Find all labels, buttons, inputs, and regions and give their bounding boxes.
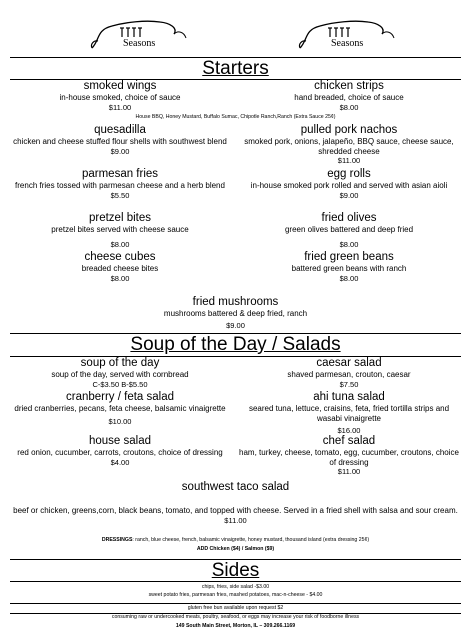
dressings-note <box>10 537 461 544</box>
item-price: $11.00 <box>337 467 361 476</box>
item-price: $4.00 <box>110 457 130 467</box>
item-desc: smoked pork, onions, jalapeño, BBQ sauce, cheese sauce, shredded cheese <box>244 137 454 156</box>
restaurant-address: 149 South Main Street, Morton, IL – 309.266.1169 <box>175 623 296 629</box>
consumption-warning: consuming raw or undercooked meats, poultry, seafood, or eggs may increase your risk of foodborne illness <box>111 614 360 620</box>
gluten-free-note: gluten free bun available upon request $2 <box>187 605 284 611</box>
menu-item-fried-mushrooms <box>10 296 461 330</box>
logo-text: Seasons <box>123 38 156 49</box>
item-desc: pretzel bites served with cheese sauce <box>51 225 189 234</box>
menu-item-pretzel-bites <box>10 212 230 249</box>
menu-item-chicken-strips <box>236 80 462 112</box>
item-name: parmesan fries <box>81 168 159 180</box>
item-price: $5.50 <box>110 190 130 200</box>
sides-title: Sides <box>211 560 260 581</box>
item-desc: in-house smoked, choice of sauce <box>59 93 181 102</box>
item-name: smoked wings <box>83 80 157 92</box>
item-price: $11.00 <box>224 515 247 525</box>
dressings-list: : ranch, blue cheese, french, balsamic vinaigrette, honey mustard, thousand island (extra dressing 25¢) <box>132 537 370 543</box>
menu-item-parmesan-fries <box>10 168 230 200</box>
item-name: cranberry / feta salad <box>65 391 175 403</box>
item-price: $8.00 <box>339 239 359 249</box>
item-desc: french fries tossed with parmesan cheese and a herb blend <box>15 181 225 190</box>
menu-item-southwest-taco-salad <box>10 481 461 525</box>
item-name: ahi tuna salad <box>313 391 385 403</box>
item-desc: mushrooms battered & deep fried, ranch <box>163 309 308 318</box>
item-name: quesadilla <box>94 124 146 136</box>
item-desc: seared tuna, lettuce, craisins, feta, fried tortilla strips and wasabi vinaigrette <box>248 404 450 423</box>
item-price: $7.50 <box>339 379 359 389</box>
item-desc: battered green beans with ranch <box>291 264 407 273</box>
item-name: soup of the day <box>80 357 160 369</box>
item-price: $8.00 <box>339 102 359 112</box>
menu-item-quesadilla <box>10 124 230 156</box>
item-desc: red onion, cucumber, carrots, croutons, choice of dressing <box>17 448 223 457</box>
starters-title: Starters <box>202 58 269 79</box>
item-price: $9.00 <box>110 146 130 156</box>
item-desc: green olives battered and deep fried <box>284 225 414 234</box>
item-price: $8.00 <box>339 273 359 283</box>
menu-item-chef-salad <box>236 435 462 477</box>
item-desc: shaved parmesan, crouton, caesar <box>287 370 411 379</box>
item-name: chicken strips <box>314 80 384 92</box>
seasons-logo-left <box>86 14 196 54</box>
menu-item-caesar-salad <box>236 357 462 389</box>
item-name: fried olives <box>321 212 377 224</box>
menu-item-fried-olives <box>236 212 462 249</box>
item-price: $9.00 <box>339 190 359 200</box>
item-desc: hand breaded, choice of sauce <box>294 93 404 102</box>
item-price: $8.00 <box>110 273 130 283</box>
divider <box>10 603 461 604</box>
item-name: pretzel bites <box>88 212 151 224</box>
menu-item-fried-green-beans <box>236 251 462 283</box>
sauce-options: House BBQ, Honey Mustard, Buffalo Sumac, Chipotle Ranch,Ranch (Extra Sauce 25¢) <box>135 114 336 120</box>
seasons-logo-right <box>294 14 404 54</box>
item-name: pulled pork nachos <box>300 124 398 136</box>
divider <box>10 581 461 582</box>
menu-item-smoked-wings <box>10 80 230 112</box>
item-name: fried mushrooms <box>192 296 279 308</box>
item-price: $11.00 <box>337 156 361 165</box>
add-protein-note: ADD Chicken ($4) / Salmon ($9) <box>196 546 275 552</box>
item-desc: soup of the day, served with cornbread <box>51 370 189 379</box>
item-desc: breaded cheese bites <box>81 264 159 273</box>
soup-salads-title: Soup of the Day / Salads <box>130 334 341 355</box>
item-price: $9.00 <box>226 320 245 330</box>
item-name: southwest taco salad <box>181 481 290 493</box>
logo-text: Seasons <box>331 38 364 49</box>
menu-item-pulled-pork-nachos <box>236 124 462 166</box>
item-desc: ham, turkey, cheese, tomato, egg, cucumber, croutons, choice of dressing <box>239 448 459 467</box>
menu-item-ahi-tuna-salad <box>236 391 462 436</box>
menu-item-egg-rolls <box>236 168 462 200</box>
menu-item-cheese-cubes <box>10 251 230 283</box>
item-price: $10.00 <box>108 416 132 426</box>
item-price: $11.00 <box>108 102 132 112</box>
item-price: C-$3.50 B-$5.50 <box>92 379 148 389</box>
item-name: cheese cubes <box>84 251 156 263</box>
menu-item-house-salad <box>10 435 230 467</box>
sides-line-2: sweet potato fries, parmesan fries, mashed potatoes, mac-n-cheese - $4.00 <box>148 592 323 598</box>
menu-item-cranberry-feta-salad <box>10 391 230 426</box>
item-desc: in-house smoked pork rolled and served with asian aioli <box>250 181 448 190</box>
item-desc: beef or chicken, greens,corn, black beans, tomato, and topped with cheese. Served in a fried shell with salsa and sour cream. <box>13 506 458 515</box>
sides-line-1: chips, fries, side salad -$3.00 <box>201 584 270 590</box>
item-price: $8.00 <box>110 239 130 249</box>
item-name: chef salad <box>322 435 376 447</box>
menu-item-soup-of-the-day <box>10 357 230 389</box>
item-name: fried green beans <box>304 251 394 263</box>
item-price: $16.00 <box>337 426 361 435</box>
dressings-label: DRESSINGS <box>101 537 133 543</box>
item-name: egg rolls <box>327 168 371 180</box>
item-desc: chicken and cheese stuffed flour shells with southwest blend <box>13 137 227 146</box>
item-desc: dried cranberries, pecans, feta cheese, balsamic vinaigrette <box>14 404 226 413</box>
item-name: caesar salad <box>316 357 382 369</box>
item-name: house salad <box>88 435 152 447</box>
